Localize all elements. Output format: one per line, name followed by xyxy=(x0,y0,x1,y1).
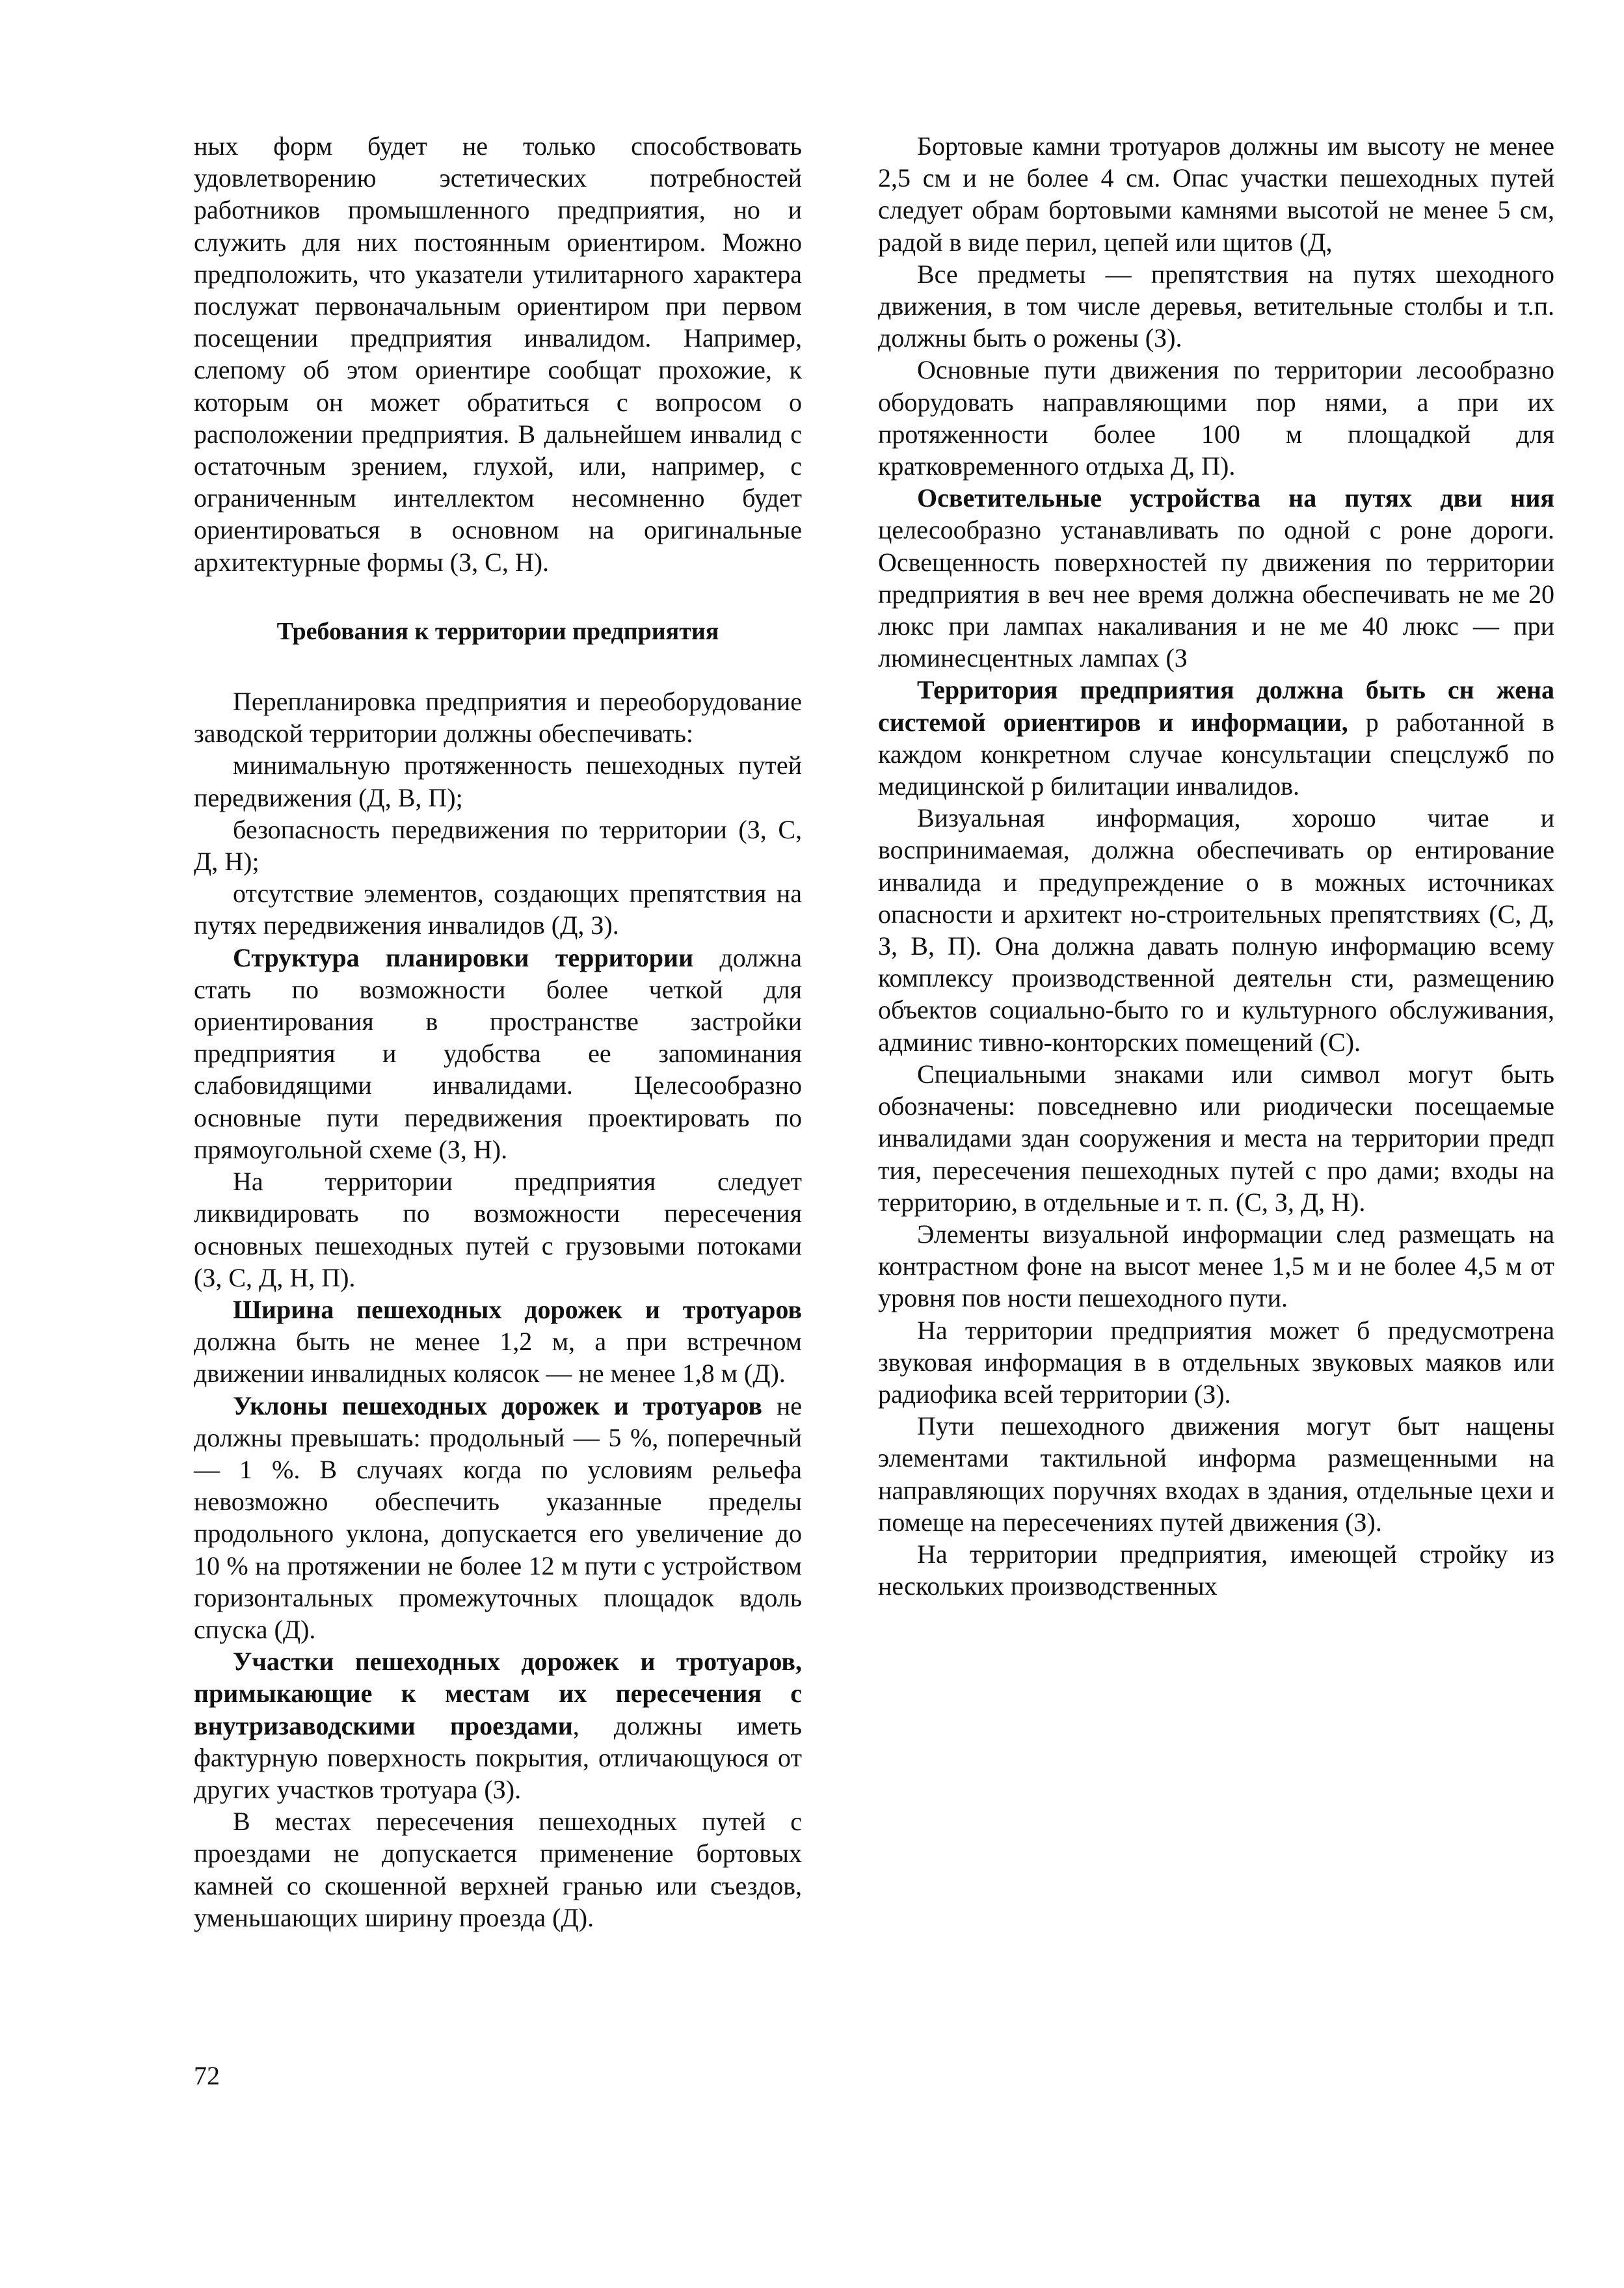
paragraph: На территории предприятия следует ликвидировать по возможности пересечения основных пешеходных путей с грузовыми потоками (З, С, Д, Н, П). xyxy=(194,1167,802,1292)
paragraph-text: р работанной в каждом конкретном случае консультации спецслужб по медицинской р билитации инвалидов. xyxy=(878,707,1554,801)
bold-term: Структура планировки территории xyxy=(233,942,694,972)
paragraph: Специальными знаками или символ могут быть обозначены: повседневно или риодически посещаемые инвалидами здан сооружения и места на территории предп тия, пересечения пешеходных путей с про дами; входы на территорию, в отдельные и т. п. (С, З, Д, Н). xyxy=(878,1059,1554,1217)
paragraph: Бортовые камни тротуаров должны им высоту не менее 2,5 см и не более 4 см. Опас участки пешеходных путей следует обрам бортовыми камнями высотой не менее 5 см, радой в виде перил, цепей или щитов (Д, xyxy=(878,131,1554,257)
list-item: безопасность передвижения по территории (З, С, Д, Н); xyxy=(194,814,802,877)
list-item: отсутствие элементов, создающих препятствия на путях передвижения инвалидов (Д, З). xyxy=(194,879,802,940)
paragraph xyxy=(878,482,1554,674)
paragraph: Перепланировка предприятия и переоборудование заводской территории должны обеспечивать: xyxy=(194,687,802,749)
paragraph: Пути пешеходного движения могут быт нащены элементами тактильной информа размещенными на направляющих поручнях входах в здания, отдельные цехи и помеще на пересечениях путей движения (З). xyxy=(878,1411,1554,1537)
paragraph: На территории предприятия, имеющей стройку из нескольких производственных xyxy=(878,1539,1554,1601)
paragraph: Визуальная информация, хорошо читае и воспринимаемая, должна обеспечивать ор ентирование инвалида и предупреждение о в можных источниках опасности и архитект но-строительных препятствиях (С, Д, З, В, П). Она должна давать полную информацию всему комплексу производственной деятельн сти, размещению объектов социально-быто го и культурного обслуживания, админис тивно-конторских помещений (С). xyxy=(878,803,1554,1057)
paragraph: В местах пересечения пешеходных путей с проездами не допускается применение бортовых камней со скошенной верхней гранью или съездов, уменьшающих ширину проезда (Д). xyxy=(194,1807,802,1932)
paragraph-text: , должны иметь фактурную поверхность покрытия, отличающуюся от других участков тротуара (З). xyxy=(194,1710,802,1804)
paragraph xyxy=(194,942,802,1165)
section-heading: Требования к территории предприятия xyxy=(276,617,719,645)
paragraph xyxy=(194,1645,802,1805)
paragraph xyxy=(194,1390,802,1646)
bold-term: Участки пешеходных дорожек и тротуаров, примыкающие к местам их пересечения с внутризаводскими проездами xyxy=(194,1647,802,1740)
paragraph-text: должна быть не менее 1,2 м, а при встречном движении инвалидных колясок — не менее 1,8 м (Д). xyxy=(194,1327,802,1389)
bold-term: Ширина пешеходных дорожек и тротуаров xyxy=(233,1294,802,1324)
paragraph xyxy=(194,1294,802,1390)
paragraph: Все предметы — препятствия на путях шеходного движения, в том числе деревья, ветительные столбы и т.п. должны быть о рожены (З). xyxy=(878,259,1554,353)
paragraph: Основные пути движения по территории лесообразно оборудовать направляющими пор нями, а при их протяженности более 100 м площадкой для кратковременного отдыха Д, П). xyxy=(878,355,1554,481)
paragraph-text: целесообразно устанавливать по одной с роне дороги. Освещенность поверхностей пу движения по территории предприятия в веч нее время должна обеспечивать не ме 20 люкс при лампах накаливания и не ме 40 люкс — при люминесцентных лампах (З xyxy=(878,515,1554,673)
paragraph: На территории предприятия может б предусмотрена звуковая информация в в отдельных звуковых маяков или радиофика всей территории (З). xyxy=(878,1315,1554,1409)
left-column xyxy=(194,130,802,1934)
paragraph-text: должна стать по возможности более четкой для ориентирования в пространстве застройки предприятия и удобства ее запоминания слабовидящими инвалидами. Целесообразно основные пути передвижения проектировать по прямоугольной схеме (З, Н). xyxy=(194,942,802,1164)
paragraph xyxy=(878,674,1554,802)
paragraph: ных форм будет не только способствовать удовлетворению эстетических потребностей работников промышленного предприятия, но и служить для них постоянным ориентиром. Можно предположить, что указатели утилитарного характера послужат первоначальным ориентиром при первом посещении предприятия инвалидом. Например, слепому об этом ориентире сообщат прохожие, к которым он может обратиться с вопросом о расположении предприятия. В дальнейшем инвалид с остаточным зрением, глухой, или, например, с ограниченным интеллектом несомненно будет ориентироваться в основном на оригинальные архитектурные формы (З, С, Н). xyxy=(194,131,802,577)
page-number: 72 xyxy=(194,2061,220,2090)
bold-term: Уклоны пешеходных дорожек и тротуаров xyxy=(233,1390,762,1420)
right-column xyxy=(878,130,1554,1602)
right-column-clip xyxy=(878,124,1613,2075)
bold-term: Осветительные устройства на путях дви ния xyxy=(917,483,1554,513)
list-item: минимальную протяженность пешеходных путей передвижения (Д, В, П); xyxy=(194,751,802,812)
bold-term: Территория предприятия должна быть сн жена системой ориентиров и информации, xyxy=(878,675,1554,737)
paragraph-text: не должны превышать: продольный — 5 %, поперечный — 1 %. В случаях когда по условиям рельефа невозможно обеспечить указанные пределы продольного уклона, допускается его увеличение до 10 % на протяжении не более 12 м пути с устройством горизонтальных промежуточных площадок вдоль спуска (Д). xyxy=(194,1390,802,1644)
paragraph: Элементы визуальной информации след размещать на контрастном фоне на высот менее 1,5 м и не более 4,5 м от уровня пов ности пешеходного пути. xyxy=(878,1219,1554,1313)
